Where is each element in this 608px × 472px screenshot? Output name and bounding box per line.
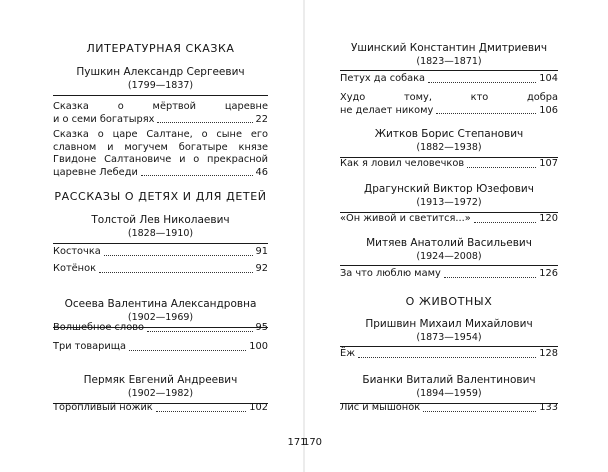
entry-page-number: 133	[539, 402, 558, 413]
dot-leader	[99, 271, 253, 273]
author-permyak	[53, 374, 268, 400]
author-years: (1913—1972)	[416, 197, 482, 208]
author-rule	[53, 95, 268, 96]
entry-page-number: 120	[539, 213, 558, 224]
author-name: Пушкин Александр Сергеевич	[76, 66, 245, 78]
dot-leader	[423, 410, 536, 412]
section-title: РАССКАЗЫ О ДЕТЯХ И ДЛЯ ДЕТЕЙ	[54, 190, 267, 203]
entry-title: царевне Лебеди	[53, 166, 138, 178]
author-years: (1882—1938)	[416, 142, 482, 153]
author-prishvin	[340, 318, 558, 344]
toc-entry[interactable]	[340, 268, 558, 281]
toc-entry[interactable]	[53, 402, 268, 415]
author-years: (1799—1837)	[127, 80, 194, 91]
section-stories	[53, 190, 268, 204]
author-rule	[340, 346, 558, 347]
toc-entry[interactable]	[340, 402, 558, 415]
entry-title: Худо тому, кто добра	[340, 92, 558, 103]
entry-title: и о семи богатырях	[53, 113, 155, 125]
entry-title: За что люблю маму	[340, 268, 441, 279]
entry-title: Волшебное слово	[53, 322, 144, 333]
toc-entry[interactable]	[340, 92, 558, 117]
section-literary-fairy-tale	[53, 42, 268, 56]
page-number-right: 171	[287, 437, 307, 448]
dot-leader	[129, 349, 246, 351]
dot-leader	[444, 276, 537, 278]
author-years: (1828—1910)	[127, 228, 194, 239]
author-name: Ушинский Константин Дмитриевич	[350, 42, 548, 54]
entry-page-number: 107	[539, 158, 558, 169]
dot-leader	[157, 121, 252, 123]
author-name: Толстой Лев Николаевич	[91, 214, 230, 226]
toc-entry[interactable]	[340, 73, 558, 86]
author-years: (1924—2008)	[416, 251, 482, 262]
entry-page-number: 126	[539, 268, 558, 279]
dot-leader	[141, 174, 253, 176]
entry-page-number: 46	[255, 166, 268, 178]
entry-page-number: 100	[249, 341, 268, 352]
entry-title: Сказка о царе Салтане, о сыне его	[53, 129, 268, 140]
toc-entry[interactable]	[340, 348, 558, 361]
entry-title: Торопливый ножик	[53, 402, 153, 413]
entry-page-number: 102	[249, 402, 268, 413]
section-title: О ЖИВОТНЫХ	[405, 295, 493, 308]
author-years: (1902—1982)	[127, 388, 194, 399]
toc-entry[interactable]	[53, 246, 268, 259]
author-years: (1894—1959)	[416, 388, 482, 399]
author-dragunsky	[340, 183, 558, 209]
author-ushinsky	[340, 42, 558, 68]
entry-title: славном и могучем богатыре князе	[53, 141, 268, 153]
dot-leader	[436, 112, 536, 114]
author-name: Житков Борис Степанович	[374, 128, 524, 140]
dot-leader	[467, 166, 536, 168]
entry-title: Как я ловил человечков	[340, 158, 465, 169]
entry-title: не делает никому	[340, 104, 434, 116]
author-pushkin	[53, 66, 268, 92]
entry-title: Ёж	[340, 348, 356, 359]
author-mityaev	[340, 237, 558, 263]
author-name: Пермяк Евгений Андреевич	[83, 374, 238, 386]
entry-title: Лис и мышонок	[340, 402, 421, 413]
author-zhitkov	[340, 128, 558, 154]
author-name: Бианки Виталий Валентинович	[362, 374, 536, 386]
entry-page-number: 95	[255, 322, 268, 333]
dot-leader	[147, 330, 253, 332]
author-name: Пришвин Михаил Михайлович	[365, 318, 533, 330]
page-number-left: 170	[302, 437, 323, 448]
author-name: Митяев Анатолий Васильевич	[366, 237, 532, 249]
dot-leader	[104, 254, 253, 256]
toc-entry[interactable]	[340, 158, 558, 171]
dot-leader	[156, 410, 247, 412]
section-animals	[340, 295, 558, 309]
toc-entry[interactable]	[53, 341, 268, 354]
author-tolstoy	[53, 214, 268, 240]
toc-entry[interactable]	[53, 263, 268, 276]
entry-page-number: 128	[539, 348, 558, 359]
author-bianki	[340, 374, 558, 400]
dot-leader	[358, 356, 536, 358]
entry-page-number: 92	[255, 263, 268, 274]
entry-page-number: 91	[255, 246, 268, 257]
entry-title: «Он живой и светится...»	[340, 213, 471, 224]
entry-title: Три товарища	[53, 341, 126, 352]
entry-page-number: 106	[539, 104, 558, 116]
toc-entry[interactable]	[53, 322, 268, 335]
author-years: (1823—1871)	[416, 56, 482, 67]
entry-page-number: 104	[539, 73, 558, 84]
author-name: Драгунский Виктор Юзефович	[364, 183, 534, 195]
dot-leader	[428, 81, 536, 83]
dot-leader	[474, 221, 537, 223]
entry-title: Гвидоне Салтановиче и о прекрасной	[53, 154, 268, 165]
author-rule	[53, 243, 268, 244]
right-page	[304, 0, 608, 472]
entry-title: Косточка	[53, 246, 101, 257]
entry-title: Петух да собака	[340, 73, 426, 84]
author-rule	[340, 70, 558, 71]
author-oseeva	[53, 298, 268, 324]
toc-entry[interactable]	[340, 213, 558, 226]
author-rule	[340, 265, 558, 266]
section-title: ЛИТЕРАТУРНАЯ СКАЗКА	[86, 42, 235, 55]
author-years: (1873—1954)	[416, 332, 482, 343]
entry-page-number: 22	[255, 113, 268, 125]
entry-title: Сказка о мёртвой царевне	[53, 101, 268, 112]
toc-entry[interactable]	[53, 101, 268, 126]
author-name: Осеева Валентина Александровна	[64, 298, 257, 310]
entry-title: Котёнок	[53, 263, 97, 274]
toc-entry[interactable]	[53, 129, 268, 179]
author-years: (1902—1969)	[127, 312, 194, 323]
